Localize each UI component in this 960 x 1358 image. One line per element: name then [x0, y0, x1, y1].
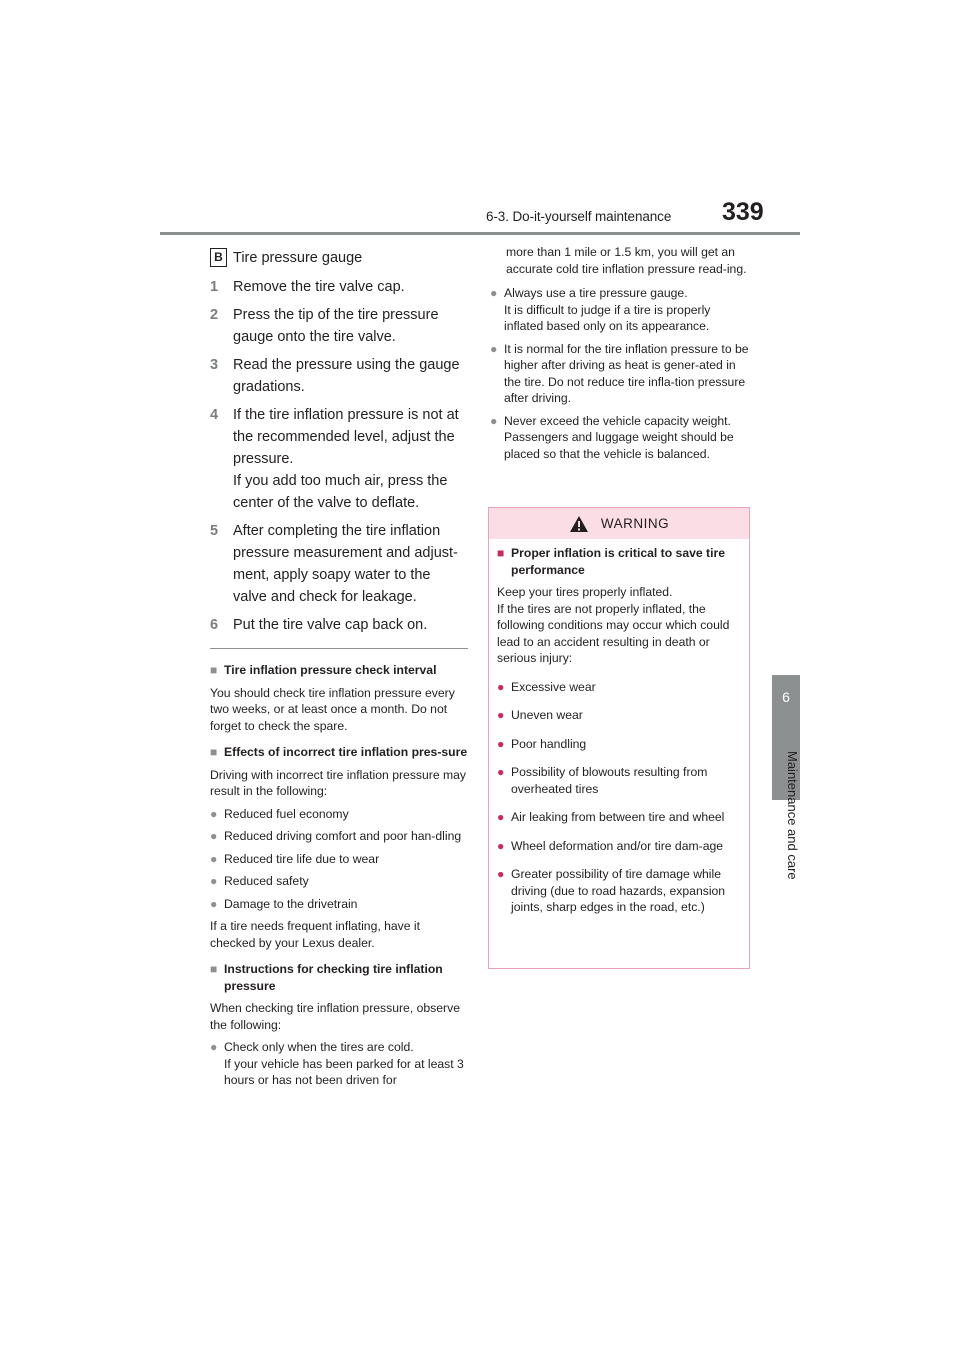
list-item-text: Damage to the drivetrain	[224, 896, 358, 911]
list-item	[490, 413, 752, 463]
warning-list-item	[497, 764, 741, 797]
list-item-text	[504, 285, 752, 335]
list-item-line: Check only when the tires are cold.	[224, 1040, 414, 1054]
note-heading	[210, 662, 468, 679]
circle-bullet-icon: ●	[497, 679, 505, 694]
warning-title	[497, 545, 741, 578]
gauge-title: Tire pressure gauge	[233, 250, 363, 266]
warning-list-item	[497, 707, 741, 724]
list-item	[210, 828, 468, 845]
warning-title-text: Proper inflation is critical to save tire performance	[511, 546, 726, 577]
circle-bullet-icon: ●	[490, 341, 498, 356]
step-text: After completing the tire inflation pressure measurement and adjust-ment, apply soapy water to the valve and check for leakage.	[233, 523, 458, 605]
warning-list-item	[497, 736, 741, 753]
step-text-block	[233, 404, 468, 514]
chapter-label: Maintenance and care	[785, 750, 800, 880]
list-item-text: Reduced safety	[224, 874, 309, 888]
list-item	[210, 1039, 468, 1089]
step-item	[210, 354, 468, 398]
note-heading-text: Effects of incorrect tire inflation pres-sure	[224, 745, 468, 759]
warning-box	[488, 507, 750, 969]
warning-header	[489, 508, 749, 539]
list-item-continued: more than 1 mile or 1.5 km, you will get an accurate cold tire inflation pressure read-ing.	[506, 245, 747, 276]
list-item-text: Reduced driving comfort and poor han-dling	[224, 829, 462, 843]
list-item-line: If your vehicle has been parked for at least 3 hours or has not been driven for	[224, 1056, 464, 1087]
list-item-text: Reduced tire life due to wear	[224, 851, 380, 866]
square-bullet-icon: ■	[210, 745, 218, 759]
section-badge: B	[210, 248, 227, 267]
page-number: 339	[722, 198, 764, 226]
circle-bullet-icon: ●	[210, 1040, 218, 1054]
circle-bullet-icon: ●	[497, 867, 505, 881]
note-heading	[210, 961, 468, 994]
list-item	[490, 341, 752, 407]
list-item	[210, 806, 468, 823]
list-item	[490, 285, 752, 335]
list-item-text	[224, 1039, 468, 1089]
circle-bullet-icon: ●	[210, 874, 218, 888]
circle-bullet-icon: ●	[497, 765, 505, 779]
step-item	[210, 614, 468, 636]
square-bullet-icon: ■	[497, 546, 505, 560]
notes-right	[490, 244, 752, 462]
step-item	[210, 276, 468, 298]
circle-bullet-icon: ●	[210, 829, 218, 843]
warning-paragraph-line: Keep your tires properly inflated.	[497, 585, 673, 599]
step-text: If the tire inflation pressure is not at the recommended level, adjust the pressure.	[233, 407, 459, 467]
warning-item-text: Poor handling	[511, 736, 587, 751]
warning-item-text: Wheel deformation and/or tire dam-age	[511, 838, 724, 853]
circle-bullet-icon: ●	[497, 708, 505, 722]
list-item	[210, 851, 468, 868]
section-title: 6-3. Do-it-yourself maintenance	[486, 209, 672, 224]
list-item-line: Always use a tire pressure gauge.	[504, 286, 688, 300]
step-item	[210, 520, 468, 608]
list-item	[210, 896, 468, 913]
chapter-number: 6	[782, 689, 790, 705]
list-item-text: Reduced fuel economy	[224, 806, 349, 821]
warning-triangle-icon	[569, 515, 589, 533]
note-paragraph: If a tire needs frequent inflating, have it checked by your Lexus dealer.	[210, 919, 421, 950]
list-item	[210, 873, 468, 890]
square-bullet-icon: ■	[210, 663, 218, 677]
circle-bullet-icon: ●	[497, 810, 505, 824]
note-heading	[210, 744, 468, 761]
step-text: Remove the tire valve cap.	[233, 279, 405, 295]
warning-item-text: Possibility of blowouts resulting from overheated tires	[511, 765, 708, 796]
list-item-line: It is difficult to judge if a tire is properly inflated based only on its appearance.	[504, 302, 711, 333]
warning-item-text: Air leaking from between tire and wheel	[511, 810, 725, 824]
circle-bullet-icon: ●	[490, 413, 498, 428]
step-text: Press the tip of the tire pressure gauge onto the tire valve.	[233, 307, 439, 345]
note-heading-text: Tire inflation pressure check interval	[224, 663, 437, 677]
warning-list-item	[497, 838, 741, 855]
circle-bullet-icon: ●	[210, 896, 218, 911]
list-item-line: Passengers and luggage weight should be placed so that the vehicle is balanced.	[504, 430, 734, 461]
step-number: 6	[210, 617, 219, 633]
step-list	[210, 276, 468, 642]
list-item-text: It is normal for the tire inflation pressure to be higher after driving as heat is gener-ated in the tire. Do not reduce tire infla-tion pressure after driving.	[504, 341, 749, 405]
circle-bullet-icon: ●	[497, 736, 505, 751]
step-number: 1	[210, 279, 219, 295]
warning-paragraph	[497, 584, 741, 667]
note-heading-text: Instructions for checking tire inflation pressure	[224, 962, 443, 993]
circle-bullet-icon: ●	[497, 838, 505, 853]
step-number: 3	[210, 357, 219, 373]
section-divider	[210, 648, 468, 649]
warning-item-text: Excessive wear	[511, 679, 596, 694]
note-paragraph: When checking tire inflation pressure, observe the following:	[210, 1001, 460, 1032]
note-paragraph: Driving with incorrect tire inflation pressure may result in the following:	[210, 767, 467, 798]
warning-body	[489, 539, 749, 916]
step-text: Read the pressure using the gauge gradations.	[233, 357, 460, 395]
step-number: 2	[210, 307, 219, 323]
step-item	[210, 304, 468, 348]
step-number: 5	[210, 523, 219, 539]
notes-left	[210, 656, 468, 1089]
step-text: Put the tire valve cap back on.	[233, 617, 428, 633]
list-item-text	[504, 413, 752, 463]
warning-list-item	[497, 679, 741, 696]
warning-list-item	[497, 866, 741, 916]
warning-item-text: Uneven wear	[511, 708, 583, 722]
note-paragraph: You should check tire inflation pressure every two weeks, or at least once a month. Do not forget to check the spare.	[210, 685, 455, 733]
warning-heading: WARNING	[600, 516, 670, 531]
step-subtext: If you add too much air, press the center of the valve to deflate.	[233, 473, 448, 511]
circle-bullet-icon: ●	[490, 286, 498, 300]
step-number: 4	[210, 407, 219, 423]
circle-bullet-icon: ●	[210, 851, 218, 866]
list-item-line: Never exceed the vehicle capacity weight.	[504, 413, 731, 428]
header-rule	[160, 232, 800, 235]
circle-bullet-icon: ●	[210, 806, 218, 821]
square-bullet-icon: ■	[210, 962, 218, 976]
warning-list-item	[497, 809, 741, 826]
warning-paragraph-line: If the tires are not properly inflated, the following conditions may occur which could lead to an accident resulting in death or serious injury:	[497, 601, 730, 665]
warning-item-text: Greater possibility of tire damage while driving (due to road hazards, expansion joints, sharp edges in the road, etc.)	[511, 867, 726, 914]
step-item	[210, 404, 468, 514]
